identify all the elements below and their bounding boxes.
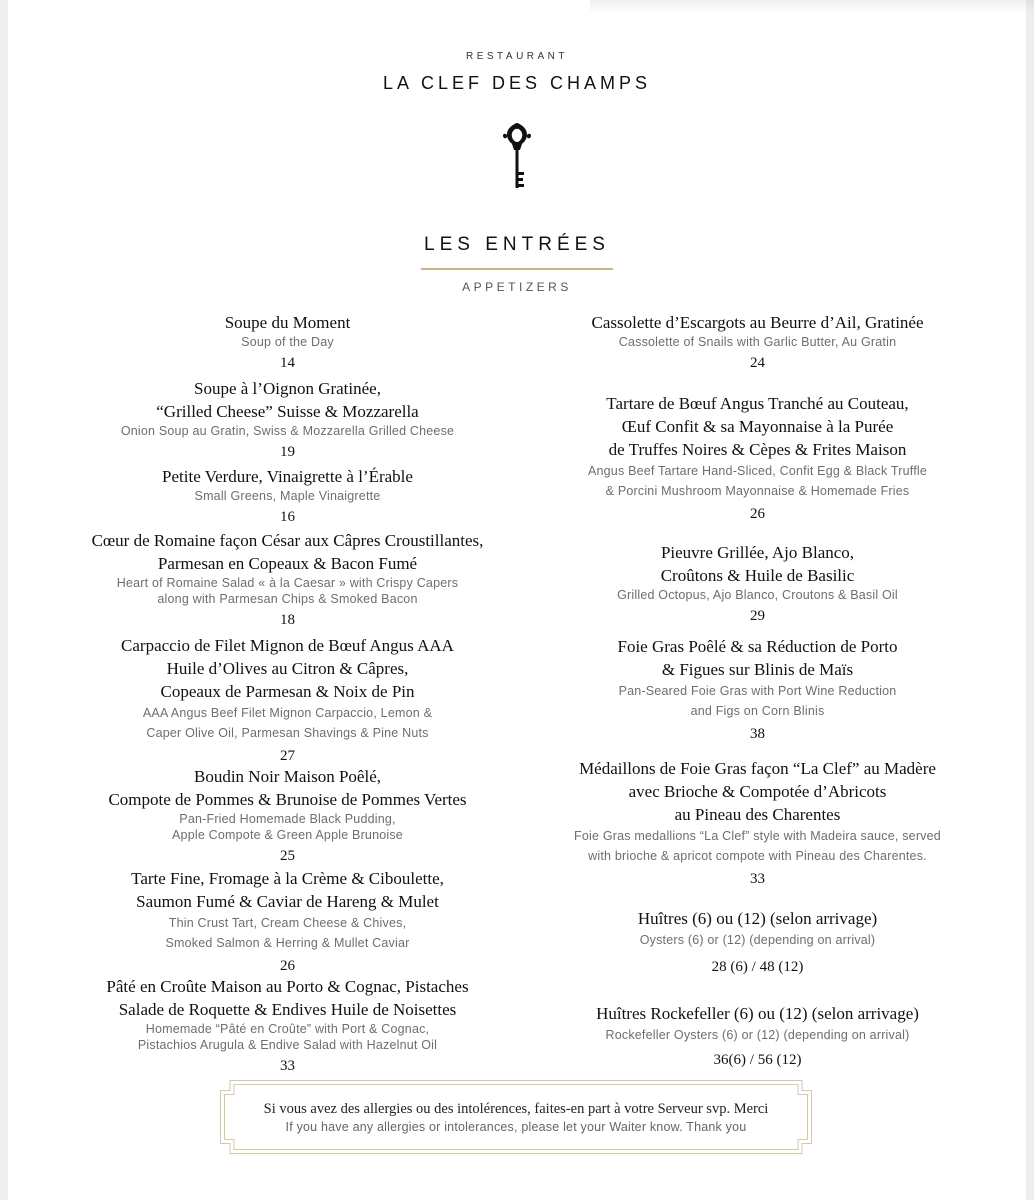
item-name-fr: Huîtres Rockefeller (6) ou (12) (selon arrivage) [596, 1004, 919, 1023]
item-name-en: AAA Angus Beef Filet Mignon Carpaccio, Lemon & [142, 706, 433, 720]
item-name-fr: Œuf Confit & sa Mayonnaise à la Purée [621, 417, 894, 436]
item-name-en: Rockefeller Oysters (6) or (12) (depending on arrival) [605, 1028, 910, 1042]
item-name-fr: “Grilled Cheese” Suisse & Mozzarella [156, 402, 419, 421]
item-name-en: Pan-Fried Homemade Black Pudding, [179, 812, 396, 826]
menu-item [520, 635, 995, 745]
item-name-en: Apple Compote & Green Apple Brunoise [172, 828, 403, 842]
item-name-fr: Cœur de Romaine façon César aux Câpres Croustillantes, [91, 531, 484, 550]
menu-item [40, 765, 535, 867]
item-name-en: Angus Beef Tartare Hand-Sliced, Confit Egg & Black Truffle [587, 464, 928, 478]
top-shadow [590, 0, 1034, 14]
item-name-fr: Soupe du Moment [224, 313, 351, 332]
item-name-fr: Petite Verdure, Vinaigrette à l’Érable [162, 467, 413, 486]
item-name-en: Small Greens, Maple Vinaigrette [194, 489, 381, 503]
item-price: 38 [750, 726, 765, 742]
item-name-en: Homemade “Pâté en Croûte” with Port & Cognac, [145, 1022, 430, 1036]
item-price: 29 [750, 608, 765, 624]
item-name-fr: Carpaccio de Filet Mignon de Bœuf Angus AAA [121, 636, 454, 655]
item-price: 26 [750, 506, 765, 522]
item-price: 25 [280, 848, 295, 864]
item-price: 24 [750, 355, 765, 371]
menu-item [40, 529, 535, 631]
section-subtitle: APPETIZERS [462, 280, 572, 294]
item-name-fr: Saumon Fumé & Caviar de Hareng & Mulet [136, 892, 439, 911]
menu-item [520, 1002, 995, 1071]
item-price: 18 [280, 612, 295, 628]
item-name-en: Pistachios Arugula & Endive Salad with Hazelnut Oil [137, 1038, 438, 1052]
item-name-fr: Huile d’Olives au Citron & Câpres, [166, 659, 409, 678]
section-divider [421, 268, 613, 270]
item-name-en: Heart of Romaine Salad « à la Caesar » with Crispy Capers [116, 576, 459, 590]
menu-item [520, 757, 995, 890]
item-name-en: Thin Crust Tart, Cream Cheese & Chives, [168, 916, 407, 930]
menu-item [520, 392, 995, 525]
item-name-en: Soup of the Day [241, 335, 334, 349]
restaurant-name: LA CLEF DES CHAMPS [382, 73, 652, 93]
item-name-fr: & Figues sur Blinis de Maïs [661, 660, 854, 679]
menu-item [520, 311, 995, 374]
item-name-en: Smoked Salmon & Herring & Mullet Caviar [165, 936, 410, 950]
item-name-fr: de Truffes Noires & Cèpes & Frites Maison [608, 440, 907, 459]
item-name-fr: au Pineau des Charentes [674, 805, 841, 824]
item-price: 33 [280, 1058, 295, 1074]
item-name-en: with brioche & apricot compote with Pineau des Charentes. [588, 849, 927, 863]
item-price: 14 [280, 355, 295, 371]
item-name-fr: Huîtres (6) ou (12) (selon arrivage) [637, 909, 878, 928]
item-price: 28 (6) / 48 (12) [711, 959, 804, 975]
item-price: 33 [750, 871, 765, 887]
item-name-fr: Tartare de Bœuf Angus Tranché au Couteau, [606, 394, 909, 413]
item-price: 16 [280, 509, 295, 525]
item-name-fr: Médaillons de Foie Gras façon “La Clef” au Madère [579, 759, 936, 778]
item-name-en: along with Parmesan Chips & Smoked Bacon [157, 592, 418, 606]
item-name-fr: Compote de Pommes & Brunoise de Pommes Vertes [108, 790, 467, 809]
menu-item [40, 311, 535, 374]
item-name-fr: Salade de Roquette & Endives Huile de Noisettes [118, 1000, 457, 1019]
menu-item [520, 541, 995, 627]
item-name-fr: avec Brioche & Compotée d’Abricots [628, 782, 887, 801]
item-name-fr: Tarte Fine, Fromage à la Crème & Ciboulette, [131, 869, 444, 888]
allergy-notice [220, 1080, 812, 1154]
item-name-en: Oysters (6) or (12) (depending on arrival) [639, 933, 876, 947]
item-name-fr: Pâté en Croûte Maison au Porto & Cognac, Pistaches [106, 977, 469, 996]
item-price: 27 [280, 748, 295, 764]
menu-item [40, 975, 535, 1077]
allergy-notice-fr: Si vous avez des allergies ou des intolérences, faites-en part à votre Serveur svp. Merci [263, 1101, 769, 1117]
item-name-en: Cassolette of Snails with Garlic Butter, Au Gratin [618, 335, 897, 349]
item-name-en: Onion Soup au Gratin, Swiss & Mozzarella Grilled Cheese [120, 424, 455, 438]
item-name-en: Pan-Seared Foie Gras with Port Wine Reduction [618, 684, 897, 698]
item-name-fr: Copeaux de Parmesan & Noix de Pin [160, 682, 415, 701]
item-name-en: Caper Olive Oil, Parmesan Shavings & Pine Nuts [146, 726, 429, 740]
menu-item [40, 867, 535, 977]
allergy-notice-en: If you have any allergies or intolerances, please let your Waiter know. Thank you [285, 1120, 747, 1134]
item-name-fr: Parmesan en Copeaux & Bacon Fumé [157, 554, 418, 573]
section-title: LES ENTRÉES [424, 234, 610, 255]
item-name-fr: Soupe à l’Oignon Gratinée, [194, 379, 381, 398]
menu-item [520, 907, 995, 978]
item-name-en: & Porcini Mushroom Mayonnaise & Homemade Fries [605, 484, 910, 498]
item-name-fr: Cassolette d’Escargots au Beurre d’Ail, Gratinée [591, 313, 924, 332]
item-name-fr: Boudin Noir Maison Poêlé, [194, 767, 381, 786]
item-name-fr: Pieuvre Grillée, Ajo Blanco, [660, 543, 855, 562]
item-price: 19 [280, 444, 295, 460]
item-price: 26 [280, 958, 295, 974]
item-name-en: and Figs on Corn Blinis [690, 704, 825, 718]
menu-item [40, 465, 535, 528]
item-name-fr: Croûtons & Huile de Basilic [660, 566, 855, 585]
ornate-key-icon [500, 120, 534, 190]
item-name-en: Grilled Octopus, Ajo Blanco, Croutons & Basil Oil [617, 588, 898, 602]
restaurant-label: RESTAURANT [465, 51, 569, 62]
menu-item [40, 377, 535, 463]
item-price: 36(6) / 56 (12) [713, 1052, 802, 1068]
item-name-en: Foie Gras medallions “La Clef” style with Madeira sauce, served [574, 829, 941, 843]
item-name-fr: Foie Gras Poêlé & sa Réduction de Porto [617, 637, 898, 656]
menu-item [40, 634, 535, 767]
